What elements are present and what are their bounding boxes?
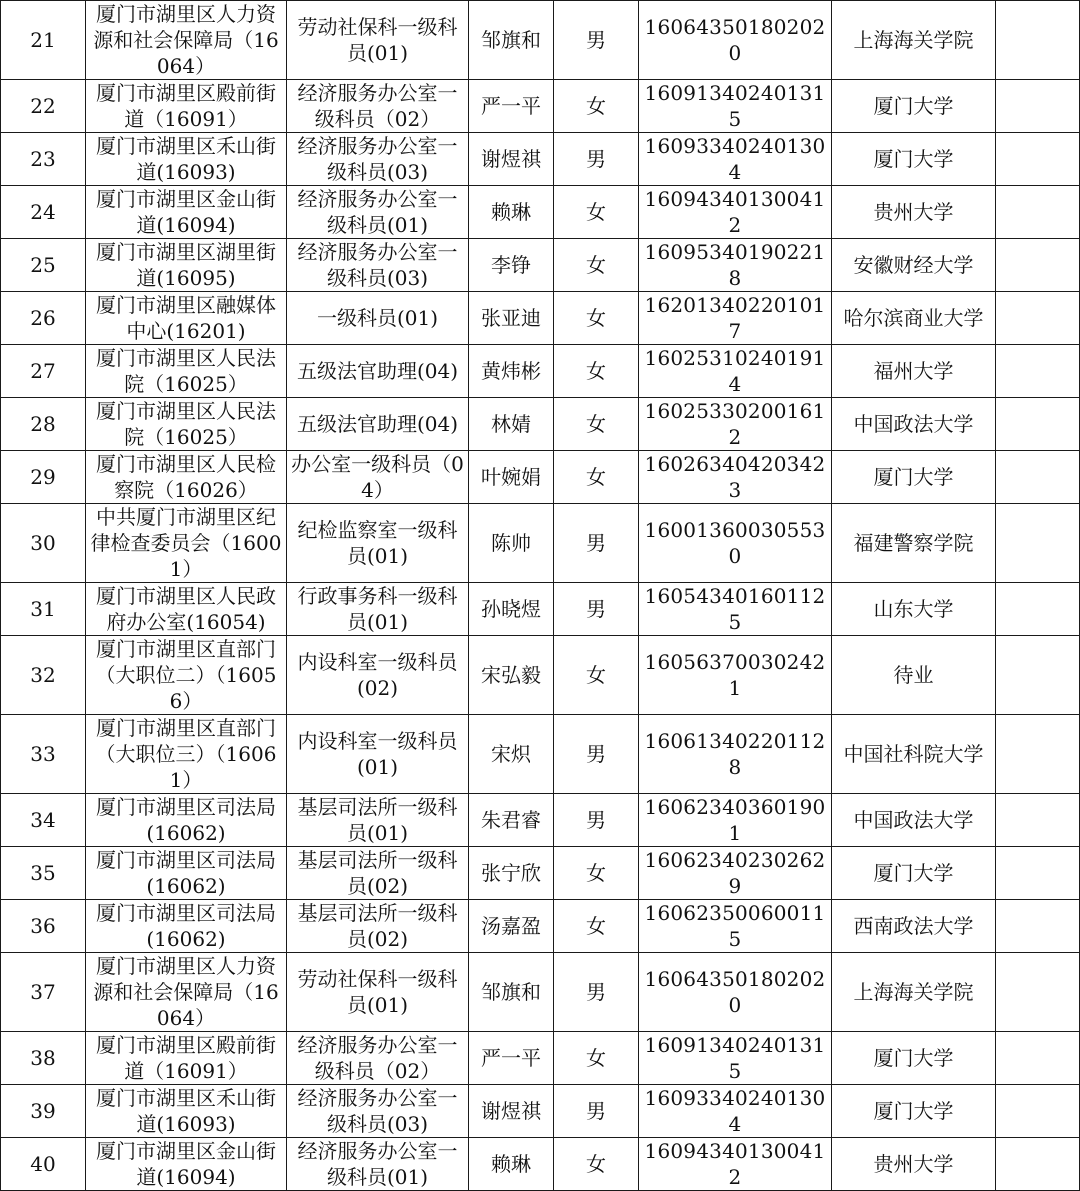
- remarks-cell: [996, 583, 1080, 636]
- position-title-cell: 经济服务办公室一级科员(03): [287, 133, 469, 186]
- gender-cell: 男: [554, 953, 639, 1032]
- remarks-cell: [996, 953, 1080, 1032]
- employer-unit-cell: 厦门市湖里区司法局(16062): [86, 900, 287, 953]
- row-number-cell: 21: [1, 1, 86, 80]
- exam-number-cell: 160623500600115: [639, 900, 832, 953]
- remarks-cell: [996, 1085, 1080, 1138]
- candidate-name-cell: 邹旗和: [469, 953, 554, 1032]
- row-number-cell: 23: [1, 133, 86, 186]
- row-number-cell: 34: [1, 794, 86, 847]
- school-cell: 福建警察学院: [832, 504, 996, 583]
- remarks-cell: [996, 398, 1080, 451]
- gender-cell: 女: [554, 1032, 639, 1085]
- row-number-cell: 37: [1, 953, 86, 1032]
- position-title-cell: 行政事务科一级科员(01): [287, 583, 469, 636]
- exam-number-cell: 160013600305530: [639, 504, 832, 583]
- position-title-cell: 一级科员(01): [287, 292, 469, 345]
- gender-cell: 女: [554, 451, 639, 504]
- exam-number-cell: 160613402201128: [639, 715, 832, 794]
- school-cell: 福州大学: [832, 345, 996, 398]
- remarks-cell: [996, 451, 1080, 504]
- school-cell: 厦门大学: [832, 847, 996, 900]
- table-row: [1, 186, 1080, 239]
- exam-number-cell: 160643501802020: [639, 1, 832, 80]
- table-row: [1, 715, 1080, 794]
- school-cell: 厦门大学: [832, 451, 996, 504]
- candidate-name-cell: 林婧: [469, 398, 554, 451]
- exam-number-cell: 160953401902218: [639, 239, 832, 292]
- school-cell: 中国政法大学: [832, 794, 996, 847]
- school-cell: 哈尔滨商业大学: [832, 292, 996, 345]
- exam-number-cell: 160943401300412: [639, 186, 832, 239]
- school-cell: 厦门大学: [832, 1032, 996, 1085]
- gender-cell: 女: [554, 900, 639, 953]
- row-number-cell: 33: [1, 715, 86, 794]
- row-number-cell: 24: [1, 186, 86, 239]
- candidate-name-cell: 孙晓煜: [469, 583, 554, 636]
- position-title-cell: 办公室一级科员（04）: [287, 451, 469, 504]
- row-number-cell: 30: [1, 504, 86, 583]
- gender-cell: 男: [554, 1, 639, 80]
- position-title-cell: 五级法官助理(04): [287, 398, 469, 451]
- row-number-cell: 29: [1, 451, 86, 504]
- position-title-cell: 经济服务办公室一级科员（02）: [287, 1032, 469, 1085]
- row-number-cell: 28: [1, 398, 86, 451]
- candidate-name-cell: 朱君睿: [469, 794, 554, 847]
- remarks-cell: [996, 794, 1080, 847]
- school-cell: 安徽财经大学: [832, 239, 996, 292]
- table-row: [1, 1138, 1080, 1191]
- candidate-name-cell: 谢煜祺: [469, 1085, 554, 1138]
- candidate-name-cell: 黄炜彬: [469, 345, 554, 398]
- school-cell: 中国社科院大学: [832, 715, 996, 794]
- gender-cell: 男: [554, 133, 639, 186]
- position-title-cell: 纪检监察室一级科员(01): [287, 504, 469, 583]
- gender-cell: 女: [554, 345, 639, 398]
- candidate-name-cell: 李铮: [469, 239, 554, 292]
- gender-cell: 男: [554, 583, 639, 636]
- school-cell: 待业: [832, 636, 996, 715]
- table-row: [1, 1032, 1080, 1085]
- table-row: [1, 900, 1080, 953]
- gender-cell: 女: [554, 1138, 639, 1191]
- employer-unit-cell: 厦门市湖里区人民政府办公室(16054): [86, 583, 287, 636]
- table-row: [1, 583, 1080, 636]
- school-cell: 上海海关学院: [832, 1, 996, 80]
- employer-unit-cell: 厦门市湖里区殿前街道（16091）: [86, 80, 287, 133]
- exam-number-cell: 160943401300412: [639, 1138, 832, 1191]
- exam-number-cell: 160913402401315: [639, 80, 832, 133]
- gender-cell: 女: [554, 636, 639, 715]
- remarks-cell: [996, 239, 1080, 292]
- exam-number-cell: 160623402302629: [639, 847, 832, 900]
- candidate-name-cell: 汤嘉盈: [469, 900, 554, 953]
- remarks-cell: [996, 504, 1080, 583]
- school-cell: 厦门大学: [832, 133, 996, 186]
- exam-number-cell: 162013402201017: [639, 292, 832, 345]
- school-cell: 厦门大学: [832, 1085, 996, 1138]
- candidate-name-cell: 赖琳: [469, 186, 554, 239]
- exam-number-cell: 160263404203423: [639, 451, 832, 504]
- remarks-cell: [996, 636, 1080, 715]
- candidate-name-cell: 赖琳: [469, 1138, 554, 1191]
- position-title-cell: 五级法官助理(04): [287, 345, 469, 398]
- employer-unit-cell: 厦门市湖里区人民法院（16025）: [86, 345, 287, 398]
- employer-unit-cell: 厦门市湖里区禾山街道(16093): [86, 133, 287, 186]
- exam-number-cell: 160253302001612: [639, 398, 832, 451]
- position-title-cell: 经济服务办公室一级科员(03): [287, 239, 469, 292]
- position-title-cell: 基层司法所一级科员(02): [287, 900, 469, 953]
- table-row: [1, 451, 1080, 504]
- exam-number-cell: 160543401601125: [639, 583, 832, 636]
- position-title-cell: 内设科室一级科员(01): [287, 715, 469, 794]
- employer-unit-cell: 厦门市湖里区金山街道(16094): [86, 186, 287, 239]
- school-cell: 上海海关学院: [832, 953, 996, 1032]
- row-number-cell: 39: [1, 1085, 86, 1138]
- employer-unit-cell: 厦门市湖里区人力资源和社会保障局（16064）: [86, 953, 287, 1032]
- position-title-cell: 基层司法所一级科员(02): [287, 847, 469, 900]
- remarks-cell: [996, 1138, 1080, 1191]
- candidate-name-cell: 邹旗和: [469, 1, 554, 80]
- employer-unit-cell: 厦门市湖里区直部门（大职位三）（16061）: [86, 715, 287, 794]
- remarks-cell: [996, 133, 1080, 186]
- school-cell: 山东大学: [832, 583, 996, 636]
- position-title-cell: 劳动社保科一级科员(01): [287, 953, 469, 1032]
- gender-cell: 女: [554, 292, 639, 345]
- gender-cell: 女: [554, 239, 639, 292]
- employer-unit-cell: 厦门市湖里区司法局(16062): [86, 847, 287, 900]
- employer-unit-cell: 厦门市湖里区人力资源和社会保障局（16064）: [86, 1, 287, 80]
- school-cell: 贵州大学: [832, 186, 996, 239]
- exam-number-cell: 160933402401304: [639, 1085, 832, 1138]
- remarks-cell: [996, 1032, 1080, 1085]
- employer-unit-cell: 厦门市湖里区殿前街道（16091）: [86, 1032, 287, 1085]
- candidate-name-cell: 陈帅: [469, 504, 554, 583]
- row-number-cell: 40: [1, 1138, 86, 1191]
- gender-cell: 男: [554, 1085, 639, 1138]
- row-number-cell: 27: [1, 345, 86, 398]
- table-row: [1, 133, 1080, 186]
- row-number-cell: 36: [1, 900, 86, 953]
- table-row: [1, 239, 1080, 292]
- employer-unit-cell: 中共厦门市湖里区纪律检查委员会（16001）: [86, 504, 287, 583]
- exam-number-cell: 160253102401914: [639, 345, 832, 398]
- remarks-cell: [996, 186, 1080, 239]
- table-row: [1, 847, 1080, 900]
- employer-unit-cell: 厦门市湖里区直部门（大职位二）（16056）: [86, 636, 287, 715]
- remarks-cell: [996, 847, 1080, 900]
- remarks-cell: [996, 900, 1080, 953]
- exam-number-cell: 160563700302421: [639, 636, 832, 715]
- school-cell: 贵州大学: [832, 1138, 996, 1191]
- gender-cell: 女: [554, 186, 639, 239]
- candidate-name-cell: 宋弘毅: [469, 636, 554, 715]
- remarks-cell: [996, 292, 1080, 345]
- table-row: [1, 398, 1080, 451]
- remarks-cell: [996, 80, 1080, 133]
- table-row: [1, 1085, 1080, 1138]
- table-row: [1, 794, 1080, 847]
- school-cell: 西南政法大学: [832, 900, 996, 953]
- row-number-cell: 38: [1, 1032, 86, 1085]
- gender-cell: 男: [554, 794, 639, 847]
- candidate-name-cell: 谢煜祺: [469, 133, 554, 186]
- table-row: [1, 292, 1080, 345]
- exam-number-cell: 160643501802020: [639, 953, 832, 1032]
- exam-number-cell: 160933402401304: [639, 133, 832, 186]
- table-body: [1, 1, 1080, 1191]
- employer-unit-cell: 厦门市湖里区人民检察院（16026）: [86, 451, 287, 504]
- position-title-cell: 经济服务办公室一级科员(03): [287, 1085, 469, 1138]
- table-row: [1, 953, 1080, 1032]
- gender-cell: 女: [554, 80, 639, 133]
- position-title-cell: 内设科室一级科员(02): [287, 636, 469, 715]
- candidate-name-cell: 严一平: [469, 80, 554, 133]
- candidate-name-cell: 张亚迪: [469, 292, 554, 345]
- table-row: [1, 504, 1080, 583]
- candidate-name-cell: 叶婉娟: [469, 451, 554, 504]
- row-number-cell: 31: [1, 583, 86, 636]
- employer-unit-cell: 厦门市湖里区人民法院（16025）: [86, 398, 287, 451]
- candidate-name-cell: 严一平: [469, 1032, 554, 1085]
- position-title-cell: 经济服务办公室一级科员（02）: [287, 80, 469, 133]
- gender-cell: 女: [554, 398, 639, 451]
- row-number-cell: 26: [1, 292, 86, 345]
- position-title-cell: 经济服务办公室一级科员(01): [287, 1138, 469, 1191]
- remarks-cell: [996, 345, 1080, 398]
- position-title-cell: 基层司法所一级科员(01): [287, 794, 469, 847]
- gender-cell: 男: [554, 504, 639, 583]
- employer-unit-cell: 厦门市湖里区金山街道(16094): [86, 1138, 287, 1191]
- employer-unit-cell: 厦门市湖里区湖里街道(16095): [86, 239, 287, 292]
- table-row: [1, 345, 1080, 398]
- school-cell: 中国政法大学: [832, 398, 996, 451]
- row-number-cell: 35: [1, 847, 86, 900]
- employer-unit-cell: 厦门市湖里区司法局(16062): [86, 794, 287, 847]
- remarks-cell: [996, 715, 1080, 794]
- table-row: [1, 1, 1080, 80]
- position-title-cell: 经济服务办公室一级科员(01): [287, 186, 469, 239]
- employer-unit-cell: 厦门市湖里区融媒体中心(16201): [86, 292, 287, 345]
- employer-unit-cell: 厦门市湖里区禾山街道(16093): [86, 1085, 287, 1138]
- table-row: [1, 80, 1080, 133]
- gender-cell: 女: [554, 847, 639, 900]
- remarks-cell: [996, 1, 1080, 80]
- row-number-cell: 22: [1, 80, 86, 133]
- gender-cell: 男: [554, 715, 639, 794]
- row-number-cell: 25: [1, 239, 86, 292]
- exam-number-cell: 160913402401315: [639, 1032, 832, 1085]
- school-cell: 厦门大学: [832, 80, 996, 133]
- candidate-name-cell: 张宁欣: [469, 847, 554, 900]
- table-row: [1, 636, 1080, 715]
- row-number-cell: 32: [1, 636, 86, 715]
- exam-number-cell: 160623403601901: [639, 794, 832, 847]
- candidate-name-cell: 宋炽: [469, 715, 554, 794]
- position-title-cell: 劳动社保科一级科员(01): [287, 1, 469, 80]
